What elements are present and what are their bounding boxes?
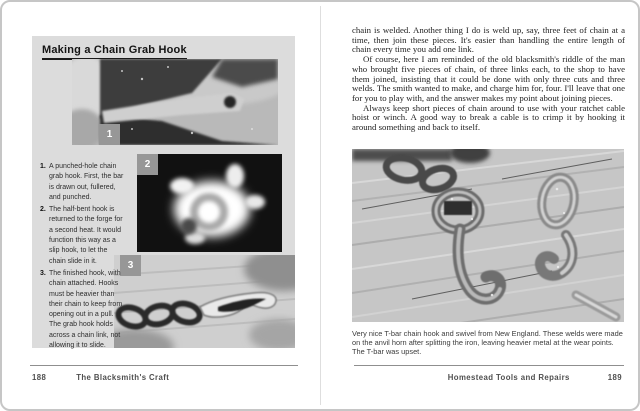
footer-left	[30, 365, 298, 382]
paragraph: chain is welded. Another thing I do is weld up, say, three feet of chain at a time, then join these pieces. It's easier than handling the entire length of chain every time you add one link.	[352, 25, 625, 55]
step-captions	[40, 162, 124, 353]
photo-badge-1: 1	[99, 124, 120, 145]
step-number: 3.	[40, 269, 46, 277]
step-caption-2	[40, 205, 124, 267]
photo-badge-2: 2	[137, 154, 158, 175]
running-head-right: Homestead Tools and Repairs	[447, 373, 570, 382]
step-number: 1.	[40, 163, 46, 170]
step-caption-3	[40, 269, 124, 351]
sidebar-title: Making a Chain Grab Hook	[42, 44, 187, 60]
paragraph: Of course, here I am reminded of the old blacksmith's riddle of the man who brought five pieces of chain, of three links each, to the shop to have them joined, insisting that it could be done with only three cuts and three welds. The smith wanted to make, and charge him for, four. I'll leave that one for you to play with, and the answer makes my point about joining pieces.	[352, 54, 625, 103]
page-number-right: 189	[607, 373, 622, 382]
step-caption-1	[40, 162, 124, 203]
photo-step-2-forge-heat	[137, 154, 282, 252]
photo-badge-3: 3	[120, 255, 141, 276]
photo-caption: Very nice T-bar chain hook and swivel from New England. These welds were made on the anvil horn after splitting the iron, leaving heavier metal at the wear points. The T-bar was upset.	[352, 329, 623, 356]
step-number: 2.	[40, 206, 46, 214]
page-number-left: 188	[32, 373, 47, 382]
page-spine-divider	[320, 6, 321, 405]
body-text	[352, 26, 625, 133]
paragraph: Always keep short pieces of chain around to use with your ratchet cable hoist or winch. A good way to break a cable is to crimp it by hooking it around something and back to itself.	[352, 102, 625, 133]
footer-right	[354, 365, 624, 382]
photo-tbar-chain-hook	[352, 149, 624, 322]
step-text: The half-bent hook is returned to the forge for a second heat. It would function this way as a slip hook, to let the chain slide in it.	[49, 206, 123, 265]
running-head-left: The Blacksmith's Craft	[76, 373, 170, 382]
photo-step-3-finished-hook	[114, 255, 295, 348]
photo-step-1-anvil-hook	[72, 59, 278, 145]
step-text: The finished hook, with chain attached. Hooks must be heavier than their chain to keep from opening out in a pull. The grab hook holds across a chain link, not allowing it to slide.	[49, 269, 123, 350]
sidebar-making-chain-grab-hook	[32, 36, 295, 348]
step-text: A punched-hole chain grab hook. First, the bar is drawn out, fullered, and punched.	[49, 163, 124, 201]
